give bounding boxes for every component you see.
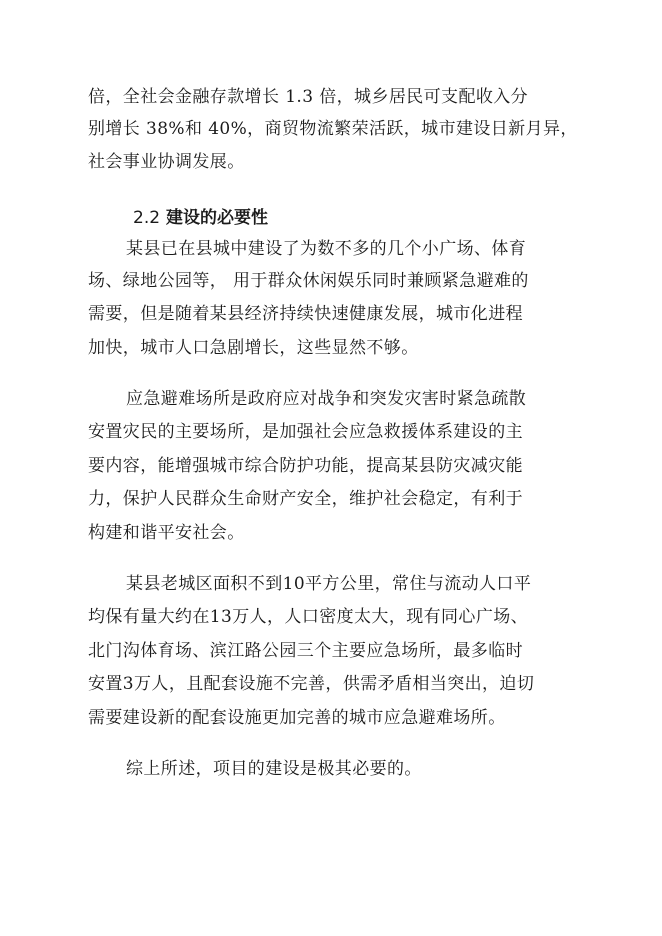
paragraph-3-line-4: 力，保护人民群众生命财产安全，维护社会稳定，有利于 [88, 489, 523, 509]
paragraph-2-line-3: 需要，但是随着某县经济持续快速健康发展，城市化进程 [88, 304, 523, 324]
section-number: 2.2 [133, 208, 161, 228]
paragraph-3-line-2: 安置灾民的主要场所，是加强社会应急救援体系建设的主 [88, 422, 523, 442]
paragraph-4-line-2: 均保有量大约在13万人，人口密度太大，现有同心广场、 [88, 607, 529, 627]
paragraph-3-line-3: 要内容，能增强城市综合防护功能，提高某县防灾减灾能 [88, 456, 523, 476]
section-title: 建设的必要性 [166, 208, 269, 228]
paragraph-2-line-2: 场、绿地公园等， 用于群众休闲娱乐同时兼顾紧急避难的 [88, 271, 529, 291]
paragraph-1-line-2: 别增长 38%和 40%，商贸物流繁荣活跃，城市建设日新月异， [88, 119, 578, 139]
paragraph-4-line-3: 北门沟体育场、滨江路公园三个主要应急场所，最多临时 [88, 641, 523, 661]
paragraph-3-line-5: 构建和谐平安社会。 [88, 523, 245, 543]
paragraph-2-line-4: 加快，城市人口急剧增长，这些显然不够。 [88, 338, 419, 358]
paragraph-5-line-1: 综上所述，项目的建设是极其必要的。 [126, 759, 422, 779]
paragraph-4-line-4: 安置3万人，且配套设施不完善，供需矛盾相当突出，迫切 [88, 674, 535, 694]
paragraph-2-line-1: 某县已在县城中建设了为数不多的几个小广场、体育 [126, 239, 527, 259]
section-heading [133, 207, 268, 229]
paragraph-1-line-3: 社会事业协调发展。 [88, 152, 245, 172]
paragraph-1-line-1: 倍，全社会金融存款增长 1.3 倍，城乡居民可支配收入分 [88, 87, 529, 107]
paragraph-4-line-1: 某县老城区面积不到10平方公里，常住与流动人口平 [126, 574, 532, 594]
paragraph-4-line-5: 需要建设新的配套设施更加完善的城市应急避难场所。 [88, 708, 506, 728]
paragraph-3-line-1: 应急避难场所是政府应对战争和突发灾害时紧急疏散 [126, 389, 527, 409]
